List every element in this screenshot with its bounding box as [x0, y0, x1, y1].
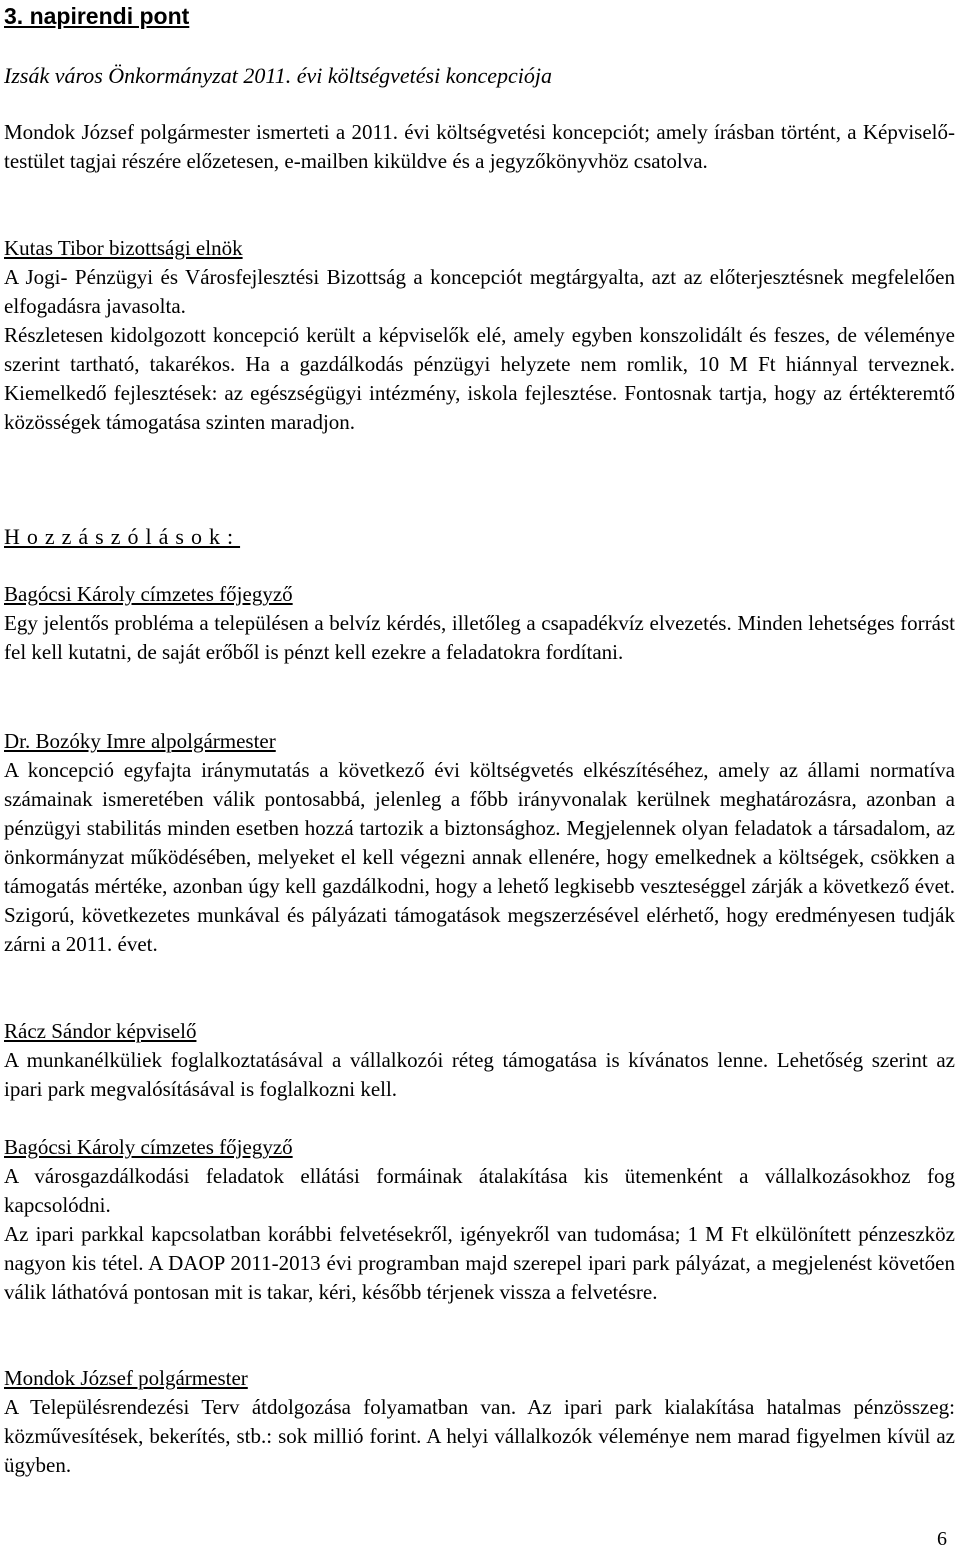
speaker-name: Bagócsi Károly címzetes főjegyző	[4, 582, 293, 606]
speaker-name: Bagócsi Károly címzetes főjegyző	[4, 1135, 293, 1159]
speaker-name: Rácz Sándor képviselő	[4, 1019, 197, 1043]
paragraph: A városgazdálkodási feladatok ellátási formáinak átalakítása kis ütemenként a vállalkozásokhoz fog kapcsolódni.	[4, 1164, 955, 1217]
paragraph: Részletesen kidolgozott koncepció került a képviselők elé, amely egyben konszolidált és feszes, de véleménye szerint tartható, takarékos. Ha a gazdálkodás pénzügyi helyzete nem romlik, 10 M Ft hiánnyal terveznek. Kiemelkedő fejlesztések: az egészségügyi intézmény, iskola fejlesztése. Fontosnak tartja, hogy az értékteremtő közösségek támogatása szinten maradjon.	[4, 323, 955, 434]
paragraph: A koncepció egyfajta iránymutatás a következő évi költségvetés elkészítéséhez, amely az állami normatíva számainak ismeretében válik pontosabbá, jelenleg a főbb irányvonalak kerülnek meghatározásra, azonban a pénzügyi stabilitás minden esetben hozzá tartozik a biztonsághoz. Megjelennek olyan feladatok a társadalom, az önkormányzat működésében, melyeket el kell végezni annak ellenére, hogy emelkednek a költségek, csökken a támogatás mértéke, azonban úgy kell gazdálkodni, hogy a lehető legkisebb veszteséggel zárják a következő évet. Szigorú, következetes munkával és pályázati támogatások megszerzésével elérhető, hogy eredményesen tudják zárni a 2011. évet.	[4, 758, 955, 956]
speaker-name: Mondok József polgármester	[4, 1366, 248, 1390]
intro-paragraph: Mondok József polgármester ismerteti a 2011. évi költségvetési koncepciót; amely írásban történt, a Képviselő-testület tagjai részére előzetesen, e-mailben kiküldve és a jegyzőkönyvhöz csatolva.	[4, 120, 955, 173]
page-number: 6	[937, 1528, 947, 1550]
committee-section	[4, 234, 955, 437]
comment-3	[4, 1017, 955, 1104]
comment-5	[4, 1364, 955, 1480]
speaker-name: Dr. Bozóky Imre alpolgármester	[4, 729, 276, 753]
paragraph: Az ipari parkkal kapcsolatban korábbi felvetésekről, igényekről van tudomása; 1 M Ft elkülönített pénzeszköz nagyon kis tétel. A DAOP 2011-2013 évi programban majd szerepel ipari park pályázat, a megjelenést követően válik láthatóvá pontosan mit is takar, kéri, később térjenek vissza a felvetésre.	[4, 1222, 955, 1304]
paragraph: Egy jelentős probléma a településen a belvíz kérdés, illetőleg a csapadékvíz elvezetés. Minden lehetséges forrást fel kell kutatni, de saját erőből is pénzt kell ezekre a feladatokra fordítani.	[4, 611, 955, 664]
speaker-name: Kutas Tibor bizottsági elnök	[4, 236, 243, 260]
comment-1	[4, 580, 955, 667]
comment-4	[4, 1133, 955, 1307]
comments-heading: Hozzászólások:	[4, 524, 241, 549]
paragraph: A munkanélküliek foglalkoztatásával a vállalkozói réteg támogatása is kívánatos lenne. Lehetőség szerint az ipari park megvalósításával is foglalkozni kell.	[4, 1048, 955, 1101]
agenda-heading: 3. napirendi pont	[4, 3, 190, 29]
comment-2	[4, 727, 955, 959]
paragraph: A Településrendezési Terv átdolgozása folyamatban van. Az ipari park kialakítása hatalmas pénzösszeg: közművesítések, bekerítés, stb.: sok millió forint. A helyi vállalkozók véleménye nem marad figyelmen kívül az ügyben.	[4, 1395, 955, 1477]
agenda-subtitle: Izsák város Önkormányzat 2011. évi költségvetési koncepciója	[4, 63, 553, 88]
paragraph: A Jogi- Pénzügyi és Városfejlesztési Bizottság a koncepciót megtárgyalta, azt az előterjesztésnek megfelelően elfogadásra javasolta.	[4, 265, 955, 318]
